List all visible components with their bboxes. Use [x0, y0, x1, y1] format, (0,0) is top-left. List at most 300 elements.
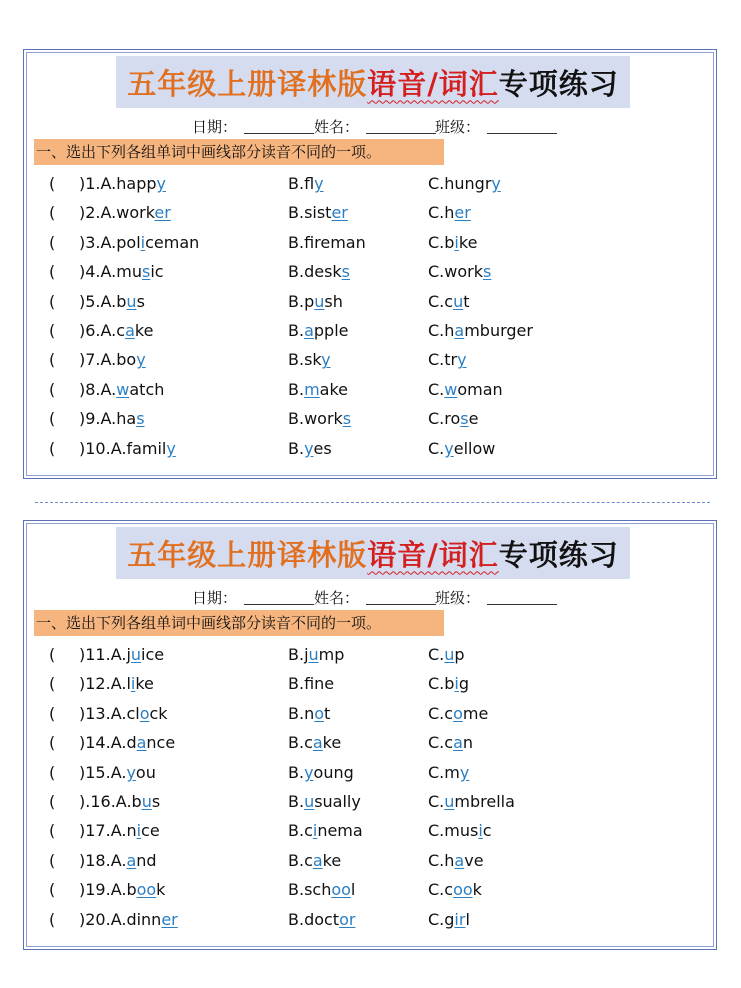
title-part-grade: 五年级上册译林版: [127, 66, 368, 101]
answer-paren-open[interactable]: (: [49, 379, 56, 399]
underlined-part: w: [444, 379, 458, 399]
option-text: B.: [288, 320, 305, 340]
option-b: [288, 910, 355, 929]
question-number: [79, 704, 168, 723]
option-text: l: [350, 880, 356, 900]
answer-paren-open[interactable]: (: [49, 791, 56, 811]
option-text: ellow: [453, 438, 496, 458]
answer-paren-open[interactable]: (: [49, 733, 56, 753]
question-row: [24, 318, 716, 347]
option-b: [288, 262, 350, 281]
date-label: 日期：: [192, 118, 238, 136]
option-text: me: [462, 703, 489, 723]
option-b: [288, 645, 344, 664]
option-text: A.bo: [100, 350, 137, 370]
question-row: [24, 848, 716, 877]
answer-paren-open[interactable]: (: [49, 350, 56, 370]
question-number-text: )19.: [79, 880, 111, 900]
option-c: [428, 321, 533, 340]
question-number-text: )11.: [79, 645, 111, 664]
underlined-part: o: [453, 703, 463, 723]
option-text: reman: [314, 232, 366, 252]
question-list: [24, 642, 716, 936]
option-text: nd: [136, 850, 157, 870]
underlined-part: a: [136, 733, 147, 753]
option-text: B.n: [288, 703, 315, 723]
question-number-text: )7.: [79, 350, 101, 370]
question-row: [24, 701, 716, 730]
answer-paren-open[interactable]: (: [49, 320, 56, 340]
option-text: s: [151, 791, 161, 811]
underlined-part: u: [453, 291, 464, 311]
option-text: ck: [149, 703, 168, 723]
option-text: C.mus: [428, 821, 479, 841]
date-blank[interactable]: [244, 133, 314, 134]
option-text: A.b: [115, 791, 142, 811]
name-label: 姓名：: [314, 589, 360, 607]
title-part-topic: 语音/词汇: [367, 537, 499, 572]
option-c: [428, 910, 470, 929]
question-row: [24, 907, 716, 936]
option-text: nce: [146, 733, 176, 753]
option-text: e: [468, 409, 479, 429]
underlined-part: y: [457, 350, 467, 370]
option-text: B.sch: [288, 880, 332, 900]
question-number-text: )17.: [79, 821, 111, 841]
underlined-part: a: [453, 733, 463, 753]
class-label: 班级：: [435, 589, 481, 607]
option-text: ne: [314, 674, 335, 694]
option-text: oman: [457, 379, 503, 399]
underlined-part: o: [139, 703, 150, 723]
question-number-text: )1.: [79, 174, 101, 193]
underlined-part: y: [459, 762, 470, 782]
worksheet-title: [116, 56, 630, 108]
option-b: [288, 851, 341, 870]
option-text: B.sist: [288, 203, 332, 223]
question-number: [79, 292, 145, 311]
option-c: [428, 763, 469, 782]
option-text: A.j: [110, 645, 131, 664]
question-row: [24, 377, 716, 406]
option-text: nema: [317, 821, 363, 841]
question-number: [79, 763, 156, 782]
underlined-part: u: [130, 645, 142, 664]
underlined-part: er: [331, 203, 348, 223]
option-text: mburger: [464, 320, 533, 340]
option-text: oung: [313, 762, 354, 782]
option-text: t: [324, 703, 331, 723]
instruction-banner: 一、选出下列各组单词中画线部分读音不同的一项。: [34, 139, 444, 165]
option-text: ou: [135, 762, 156, 782]
underlined-part: u: [444, 645, 455, 664]
class-blank[interactable]: [487, 604, 557, 605]
option-text: C.g: [428, 909, 455, 929]
option-text: ke: [135, 674, 154, 694]
question-row: [24, 230, 716, 259]
option-text: k: [156, 880, 166, 900]
underlined-part: a: [454, 850, 465, 870]
option-text: C.: [428, 645, 445, 664]
question-number-text: )4.: [79, 262, 101, 282]
question-number: [79, 203, 171, 222]
question-number-text: )15.: [79, 762, 111, 782]
underlined-part: u: [444, 791, 455, 811]
option-text: sually: [314, 791, 361, 811]
question-row: [24, 436, 716, 465]
underlined-part: i: [130, 674, 136, 694]
answer-paren-open[interactable]: (: [49, 291, 56, 311]
option-b: [288, 763, 354, 782]
option-text: k: [472, 880, 482, 900]
answer-paren-open[interactable]: (: [49, 880, 56, 900]
question-row: [24, 760, 716, 789]
option-b: [288, 409, 351, 428]
option-text: c: [482, 821, 492, 841]
option-text: p: [454, 645, 465, 664]
title-part-topic: 语音/词汇: [367, 66, 499, 101]
underlined-part: a: [312, 850, 323, 870]
question-number: [79, 645, 164, 664]
option-text: C.c: [428, 291, 454, 311]
option-text: C.: [428, 379, 445, 399]
question-number: [79, 733, 175, 752]
question-row: [24, 171, 716, 200]
question-row: [24, 259, 716, 288]
question-number: [79, 880, 165, 899]
answer-paren-open[interactable]: (: [49, 674, 56, 694]
answer-paren-open[interactable]: (: [49, 232, 56, 252]
option-text: A.: [110, 762, 127, 782]
option-text: A.d: [110, 733, 137, 753]
answer-paren-open[interactable]: (: [49, 262, 56, 282]
option-c: [428, 851, 484, 870]
option-text: mbrella: [454, 791, 515, 811]
name-blank[interactable]: [366, 133, 436, 134]
option-text: B.doct: [288, 909, 340, 929]
option-text: A.happ: [100, 174, 157, 193]
underlined-part: a: [125, 320, 135, 340]
option-text: C.c: [428, 703, 454, 723]
option-text: sh: [324, 291, 343, 311]
option-text: C.: [428, 791, 445, 811]
option-text: B.sk: [288, 350, 322, 370]
question-number: [79, 821, 160, 840]
option-text: B.work: [288, 409, 343, 429]
underlined-part: y: [304, 438, 314, 458]
option-text: l: [465, 909, 470, 929]
option-b: [288, 350, 331, 369]
option-text: B.fl: [288, 174, 315, 193]
question-number: [79, 321, 153, 340]
option-text: g: [458, 674, 470, 694]
underlined-part: i: [454, 674, 459, 694]
option-text: A.n: [110, 821, 137, 841]
answer-paren-open[interactable]: (: [49, 762, 56, 782]
question-number-text: )8.: [79, 379, 101, 399]
underlined-part: i: [140, 232, 146, 252]
option-text: es: [313, 438, 332, 458]
option-text: B.: [288, 438, 305, 458]
question-row: [24, 877, 716, 906]
option-c: [428, 174, 501, 193]
option-text: B.c: [288, 733, 313, 753]
option-text: A.: [110, 850, 127, 870]
underlined-part: u: [304, 791, 315, 811]
underlined-part: s: [142, 262, 151, 282]
date-label: 日期：: [192, 589, 238, 607]
option-text: C.h: [428, 203, 455, 223]
option-b: [288, 174, 324, 193]
option-c: [428, 792, 515, 811]
question-row: [24, 730, 716, 759]
question-number-text: )12.: [79, 674, 111, 694]
question-row: [24, 642, 716, 671]
underlined-part: y: [321, 350, 331, 370]
option-text: A.mu: [100, 262, 142, 282]
option-text: atch: [129, 379, 165, 399]
underlined-part: u: [314, 291, 325, 311]
option-b: [288, 321, 348, 340]
class-blank[interactable]: [487, 133, 557, 134]
option-c: [428, 380, 503, 399]
option-b: [288, 821, 363, 840]
option-text: ve: [464, 850, 484, 870]
option-text: ce: [141, 821, 160, 841]
option-text: ice: [141, 645, 165, 664]
option-text: A.work: [100, 203, 155, 223]
underlined-part: y: [166, 438, 176, 458]
name-label: 姓名：: [314, 118, 360, 136]
underlined-part: a: [454, 320, 465, 340]
option-b: [288, 880, 355, 899]
option-text: ke: [134, 320, 154, 340]
question-list: [24, 171, 716, 465]
answer-paren-open[interactable]: (: [49, 438, 56, 458]
question-number: [79, 350, 146, 369]
question-number-text: ).16.: [79, 791, 116, 811]
option-b: [288, 733, 341, 752]
question-number-text: )14.: [79, 733, 111, 753]
info-row: [24, 585, 716, 607]
option-b: [288, 439, 332, 458]
underlined-part: o: [314, 703, 324, 723]
question-number: [79, 910, 178, 929]
option-text: C.h: [428, 850, 455, 870]
underlined-part: y: [444, 438, 454, 458]
underlined-part: oo: [453, 880, 473, 900]
option-b: [288, 233, 366, 252]
dashed-divider: [35, 502, 710, 503]
question-number: [79, 674, 154, 693]
question-number: [79, 439, 176, 458]
underlined-part: er: [161, 909, 178, 929]
question-number-text: )9.: [79, 409, 101, 429]
option-c: [428, 409, 478, 428]
underlined-part: i: [312, 821, 318, 841]
question-number: [79, 380, 164, 399]
worksheet-card-1: [23, 49, 717, 479]
option-text: B.j: [288, 645, 309, 664]
question-number: [79, 851, 157, 870]
instruction-banner: 一、选出下列各组单词中画线部分读音不同的一项。: [34, 610, 444, 636]
option-text: B.c: [288, 821, 313, 841]
option-text: C.b: [428, 674, 455, 694]
underlined-part: er: [454, 203, 471, 223]
answer-paren-open[interactable]: (: [49, 850, 56, 870]
option-text: C.c: [428, 880, 454, 900]
question-row: [24, 406, 716, 435]
option-c: [428, 704, 488, 723]
underlined-part: s: [341, 262, 351, 282]
question-row: [24, 289, 716, 318]
option-text: B.p: [288, 291, 315, 311]
underlined-part: oo: [136, 880, 157, 900]
info-row: [24, 114, 716, 136]
option-text: ake: [319, 379, 348, 399]
option-c: [428, 733, 473, 752]
option-text: C.h: [428, 320, 455, 340]
option-text: n: [462, 733, 474, 753]
option-text: pple: [313, 320, 349, 340]
option-text: C.m: [428, 762, 460, 782]
option-c: [428, 292, 469, 311]
underlined-part: er: [154, 203, 171, 223]
option-text: B.f: [288, 232, 315, 252]
title-part-practice: 专项练习: [498, 537, 619, 572]
option-text: B.: [288, 791, 305, 811]
option-text: A.c: [100, 320, 126, 340]
option-text: A.dinn: [110, 909, 162, 929]
option-text: B.: [288, 379, 305, 399]
option-b: [288, 292, 343, 311]
option-text: C.tr: [428, 350, 458, 370]
answer-paren-open[interactable]: (: [49, 203, 56, 223]
option-text: s: [136, 291, 145, 311]
question-number-text: )10.: [79, 438, 111, 458]
underlined-part: u: [308, 645, 319, 664]
name-blank[interactable]: [366, 604, 436, 605]
option-b: [288, 704, 330, 723]
underlined-part: i: [454, 232, 459, 252]
option-c: [428, 439, 495, 458]
class-label: 班级：: [435, 118, 481, 136]
option-b: [288, 674, 334, 693]
option-text: A.ha: [100, 409, 137, 429]
answer-paren-open[interactable]: (: [49, 703, 56, 723]
answer-paren-open[interactable]: (: [49, 409, 56, 429]
option-text: C.ro: [428, 409, 461, 429]
question-row: [24, 789, 716, 818]
title-part-practice: 专项练习: [498, 66, 619, 101]
underlined-part: a: [312, 733, 323, 753]
underlined-part: y: [136, 350, 146, 370]
underlined-part: s: [482, 262, 492, 282]
option-text: C.b: [428, 232, 455, 252]
underlined-part: s: [460, 409, 469, 429]
underlined-part: y: [126, 762, 136, 782]
underlined-part: i: [136, 821, 142, 841]
underlined-part: u: [126, 291, 137, 311]
option-text: C.c: [428, 733, 454, 753]
underlined-part: s: [342, 409, 352, 429]
option-text: t: [463, 291, 470, 311]
option-text: ke: [322, 733, 342, 753]
answer-paren-open[interactable]: (: [49, 174, 56, 193]
underlined-part: u: [141, 791, 152, 811]
worksheet-card-2: [23, 520, 717, 950]
option-c: [428, 645, 465, 664]
option-text: A.: [100, 379, 117, 399]
question-number-text: )18.: [79, 850, 111, 870]
question-row: [24, 200, 716, 229]
underlined-part: oo: [331, 880, 351, 900]
underlined-part: w: [116, 379, 130, 399]
worksheet-title: [116, 527, 630, 579]
option-b: [288, 203, 348, 222]
option-text: A.l: [110, 674, 131, 694]
option-text: C.work: [428, 262, 483, 282]
question-number: [79, 262, 164, 281]
underlined-part: i: [478, 821, 483, 841]
option-text: B.c: [288, 850, 313, 870]
question-number: [79, 233, 199, 252]
option-b: [288, 380, 348, 399]
underlined-part: a: [304, 320, 314, 340]
question-number-text: )20.: [79, 909, 111, 929]
option-text: A.pol: [100, 232, 141, 252]
option-text: B.desk: [288, 262, 342, 282]
option-text: A.cl: [110, 703, 140, 723]
option-text: A.b: [110, 880, 137, 900]
answer-paren-open[interactable]: (: [49, 909, 56, 929]
option-c: [428, 674, 469, 693]
question-number: [79, 409, 145, 428]
question-row: [24, 818, 716, 847]
option-text: A.famil: [110, 438, 167, 458]
title-part-grade: 五年级上册译林版: [127, 537, 368, 572]
option-c: [428, 203, 471, 222]
question-number-text: )6.: [79, 320, 101, 340]
option-text: B.: [288, 762, 305, 782]
question-row: [24, 347, 716, 376]
option-text: ke: [458, 232, 478, 252]
option-text: C.: [428, 438, 445, 458]
option-text: ic: [150, 262, 164, 282]
answer-paren-open[interactable]: (: [49, 821, 56, 841]
option-text: ceman: [145, 232, 200, 252]
question-number: [79, 792, 160, 811]
underlined-part: or: [339, 909, 356, 929]
question-number-text: )13.: [79, 703, 111, 723]
question-number-text: )3.: [79, 232, 101, 252]
answer-paren-open[interactable]: (: [49, 645, 56, 664]
question-row: [24, 671, 716, 700]
option-c: [428, 821, 492, 840]
underlined-part: s: [136, 409, 145, 429]
option-text: mp: [318, 645, 345, 664]
option-text: B.f: [288, 674, 315, 694]
option-text: A.b: [100, 291, 127, 311]
question-number: [79, 174, 166, 193]
underlined-part: m: [304, 379, 320, 399]
date-blank[interactable]: [244, 604, 314, 605]
underlined-part: ir: [454, 909, 466, 929]
underlined-part: y: [314, 174, 324, 193]
underlined-part: y: [156, 174, 166, 193]
option-text: C.hungr: [428, 174, 492, 193]
option-text: ke: [322, 850, 342, 870]
